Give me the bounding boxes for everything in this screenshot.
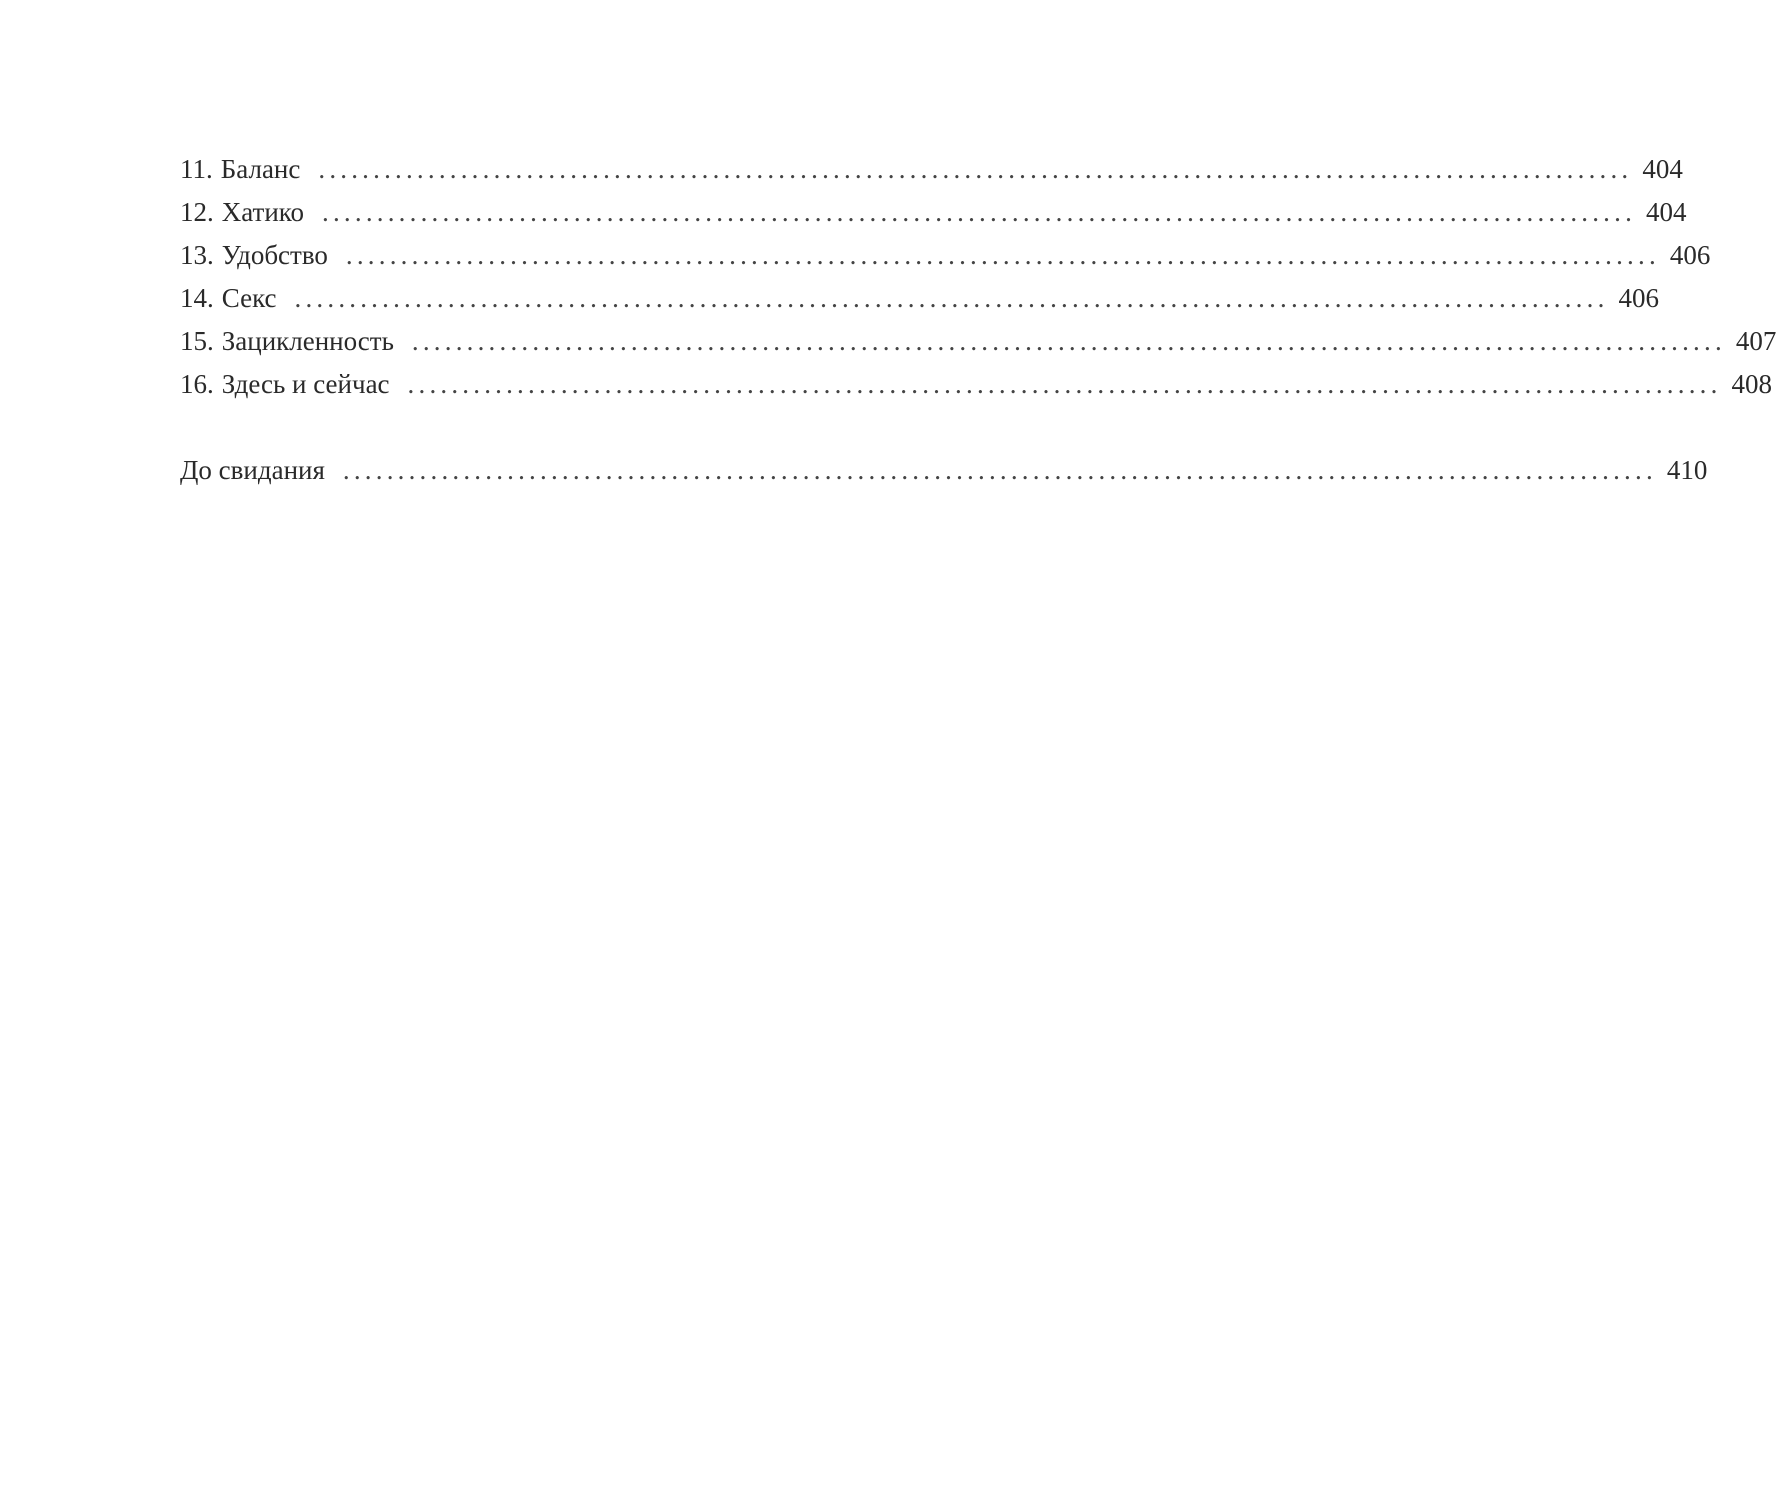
entry-title: Хатико <box>221 197 305 227</box>
entry-title: Удобство <box>221 240 328 270</box>
toc-entry-16 <box>180 363 1773 406</box>
toc-entry-11 <box>180 148 1683 191</box>
entry-title: Баланс <box>220 154 301 184</box>
entry-page-number: 407 <box>1735 326 1776 356</box>
entry-page-number: 406 <box>1669 240 1711 270</box>
toc-entry-final <box>180 449 1708 492</box>
entry-number: 13. <box>180 240 214 270</box>
dot-leader: ........................................................................................................................ <box>411 326 1726 356</box>
table-of-contents <box>180 148 1776 492</box>
toc-entry-13 <box>180 234 1711 277</box>
toc-entry-14 <box>180 277 1660 320</box>
entry-title: До свидания <box>180 455 325 485</box>
entry-number: 15. <box>180 326 214 356</box>
entry-page-number: 406 <box>1618 283 1660 313</box>
toc-entry-15 <box>180 320 1776 363</box>
entry-title: Здесь и сейчас <box>221 369 390 399</box>
entry-number: 12. <box>180 197 214 227</box>
entry-number: 16. <box>180 369 214 399</box>
entry-title: Секс <box>221 283 277 313</box>
entry-title: Зацикленность <box>221 326 394 356</box>
entry-number: 11. <box>180 154 213 184</box>
dot-leader: ........................................................................................................................ <box>342 455 1657 485</box>
dot-leader: ........................................................................................................................ <box>318 154 1633 184</box>
entry-number: 14. <box>180 283 214 313</box>
dot-leader: ........................................................................................................................ <box>407 369 1722 399</box>
dot-leader: ........................................................................................................................ <box>322 197 1637 227</box>
dot-leader: ........................................................................................................................ <box>345 240 1660 270</box>
entry-page-number: 404 <box>1646 197 1687 227</box>
entry-page-number: 404 <box>1642 154 1683 184</box>
dot-leader: ........................................................................................................................ <box>294 283 1609 313</box>
entry-page-number: 410 <box>1666 455 1708 485</box>
toc-entry-12 <box>180 191 1687 234</box>
entry-page-number: 408 <box>1731 369 1773 399</box>
